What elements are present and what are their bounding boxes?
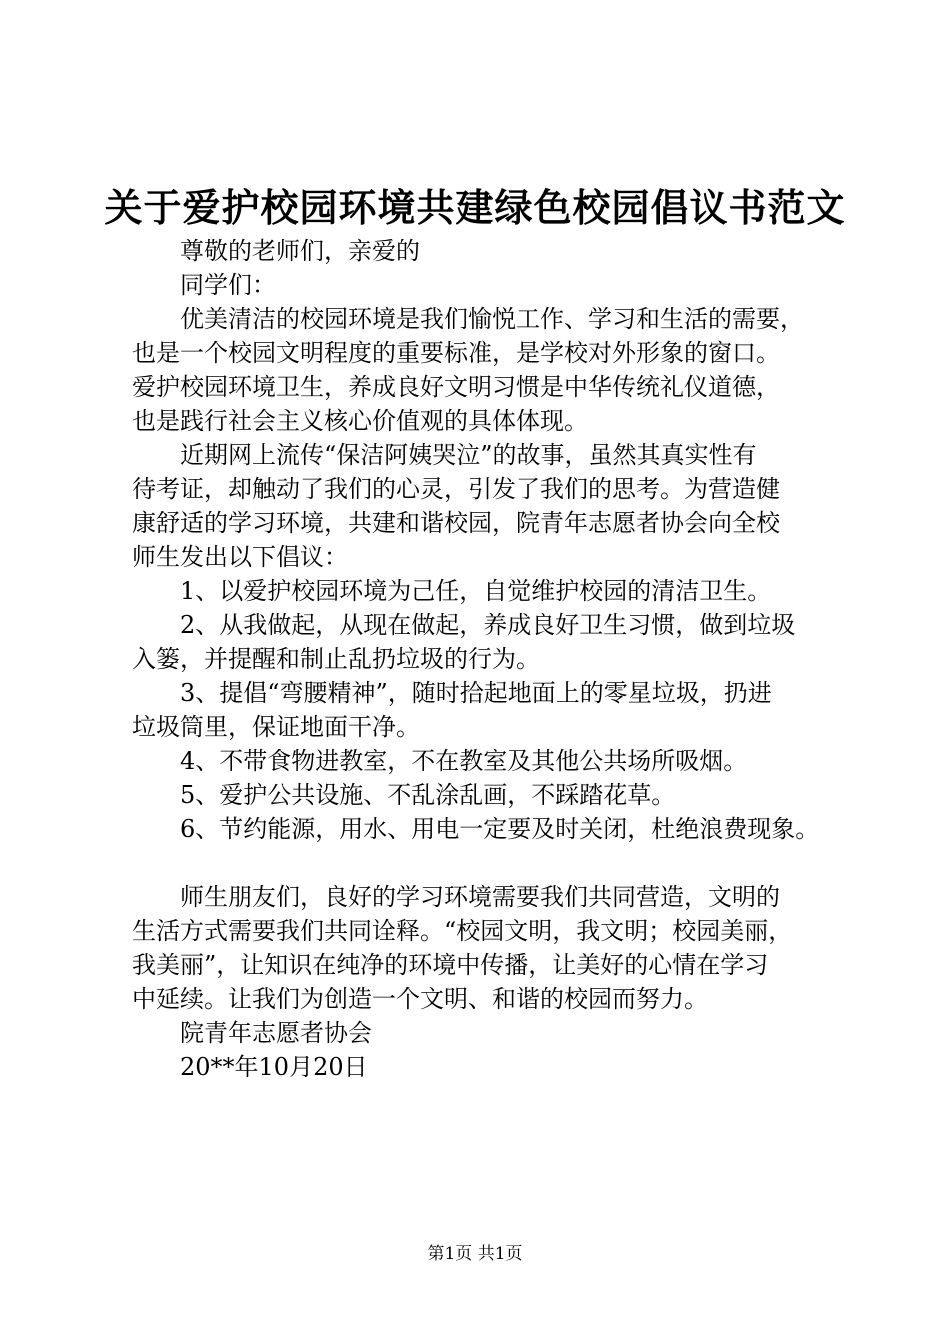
paragraph-line: 也是一个校园文明程度的重要标准，是学校对外形象的窗口。 <box>132 339 780 367</box>
paragraph-line: 近期网上流传“保洁阿姨哭泣”的故事，虽然其真实性有 <box>180 441 757 469</box>
paragraph-line: 也是践行社会主义核心价值观的具体体现。 <box>132 407 588 435</box>
proposal-item <box>132 778 848 812</box>
proposal-line: 垃圾筒里，保证地面干净。 <box>132 713 420 741</box>
proposal-line: 1、以爱护校园环境为己任，自觉维护校园的清洁卫生。 <box>180 577 772 605</box>
proposal-item <box>132 812 848 846</box>
paragraph-closing <box>132 880 848 1016</box>
proposal-line: 入篓，并提醒和制止乱扔垃圾的行为。 <box>132 645 540 673</box>
paragraph-line: 师生朋友们，良好的学习环境需要我们共同营造，文明的 <box>180 883 780 911</box>
paragraph-line: 中延续。让我们为创造一个文明、和谐的校园而努力。 <box>132 985 708 1013</box>
proposal-line: 3、提倡“弯腰精神”，随时拾起地面上的零星垃圾，扔进 <box>180 679 772 707</box>
proposal-item <box>132 608 848 676</box>
blank-line <box>132 846 848 880</box>
paragraph-line: 生活方式需要我们共同诠释。“校园文明，我文明；校园美丽， <box>132 917 793 945</box>
paragraph-line: 师生发出以下倡议： <box>132 543 348 571</box>
paragraph-line: 爱护校园环境卫生，养成良好文明习惯是中华传统礼仪道德， <box>132 373 780 401</box>
proposal-list <box>132 574 848 846</box>
greeting-line: 尊敬的老师们，亲爱的 <box>180 237 420 265</box>
document-body <box>132 234 848 1084</box>
proposal-item <box>132 574 848 608</box>
document-title: 关于爱护校园环境共建绿色校园倡议书范文 <box>104 185 846 230</box>
page-footer: 第1页 共1页 <box>427 1244 523 1264</box>
paragraph-line: 康舒适的学习环境，共建和谐校园，院青年志愿者协会向全校 <box>132 509 780 537</box>
proposal-item <box>132 744 848 778</box>
proposal-line: 5、爱护公共设施、不乱涂乱画，不踩踏花草。 <box>180 781 676 809</box>
proposal-line: 4、不带食物进教室，不在教室及其他公共场所吸烟。 <box>180 747 748 775</box>
paragraph-line: 待考证，却触动了我们的心灵，引发了我们的思考。为营造健 <box>132 475 780 503</box>
proposal-line: 6、节约能源，用水、用电一定要及时关闭，杜绝浪费现象。 <box>180 815 820 843</box>
proposal-item <box>132 676 848 744</box>
greeting-line: 同学们： <box>180 271 276 299</box>
signature: 院青年志愿者协会 <box>180 1019 372 1047</box>
paragraph-line: 我美丽”，让知识在纯净的环境中传播，让美好的心情在学习 <box>132 951 769 979</box>
paragraph-line: 优美清洁的校园环境是我们愉悦工作、学习和生活的需要， <box>180 305 804 333</box>
paragraph-context <box>132 438 848 574</box>
date: 20**年10月20日 <box>180 1053 368 1081</box>
proposal-line: 2、从我做起，从现在做起，养成良好卫生习惯，做到垃圾 <box>180 611 796 639</box>
paragraph-intro <box>132 302 848 438</box>
